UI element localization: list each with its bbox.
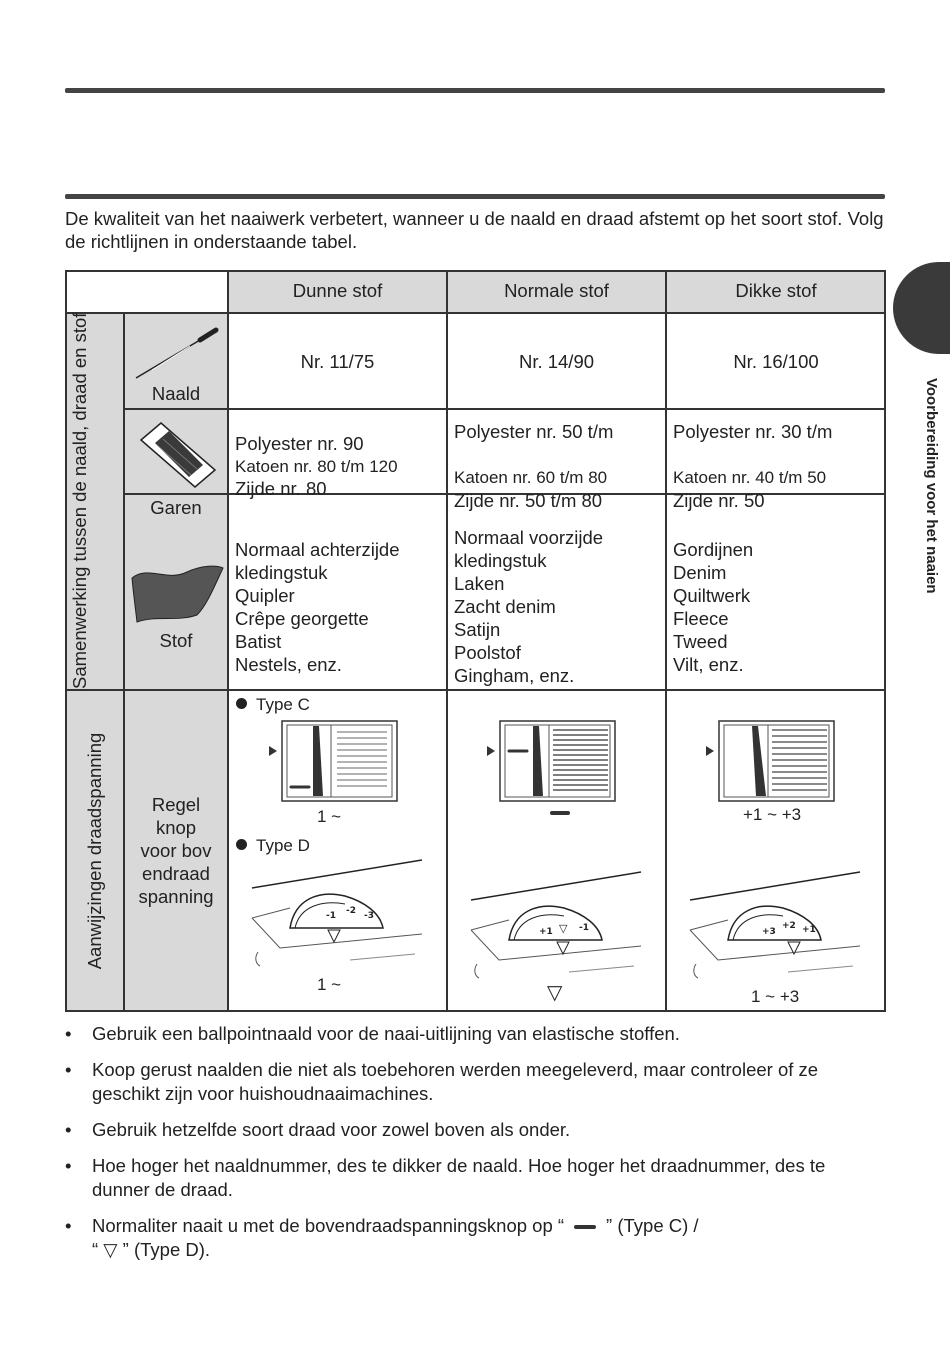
- row-label-garen: Garen: [150, 497, 202, 518]
- dial-mark: ▽: [559, 922, 568, 935]
- tension-mark-icon: [574, 1225, 596, 1229]
- thread-value: Polyester nr. 50 t/m: [454, 421, 614, 442]
- needle-value: Nr. 14/90: [518, 351, 595, 372]
- grid-line: [65, 270, 886, 272]
- tension-window-icon: [702, 718, 837, 804]
- section-rule: [65, 194, 885, 199]
- grid-line: [65, 270, 67, 1012]
- dial-mark: +1: [539, 927, 553, 937]
- needle-value: Nr. 11/75: [300, 351, 375, 372]
- tension-value: +1 ~ +3: [743, 805, 802, 824]
- list-item: • Gebruik hetzelfde soort draad voor zowel boven als onder.: [65, 1119, 571, 1140]
- dial-mark: +1: [802, 925, 816, 935]
- thread-value: Katoen nr. 80 t/m 120: [235, 457, 398, 476]
- side-label: Voorbereiding voor het naaien: [923, 378, 940, 594]
- type-d-bullet-icon: [236, 839, 247, 850]
- tension-window-icon: [483, 718, 618, 804]
- thread-value: Katoen nr. 40 t/m 50: [673, 468, 827, 487]
- grid-line: [65, 1010, 886, 1012]
- dial-mark: +3: [762, 927, 776, 937]
- grid-line: [227, 270, 229, 1012]
- tension-value: 1 ~: [317, 807, 342, 826]
- thread-value: Polyester nr. 30 t/m: [673, 421, 833, 442]
- tension-window-icon: [265, 718, 400, 804]
- tension-value: 1 ~ +3: [751, 987, 800, 1006]
- dial-mark: +2: [782, 921, 796, 931]
- type-c-bullet-icon: [236, 698, 247, 709]
- thread-value: Katoen nr. 60 t/m 80: [454, 468, 608, 487]
- thread-value: Zijde nr. 80: [235, 478, 327, 499]
- top-rule: [65, 88, 885, 93]
- col-header-normale: Normale stof: [504, 280, 609, 301]
- tension-mark-icon: [550, 811, 570, 815]
- row-label-naald: Naald: [151, 383, 201, 404]
- row-label-spanning: Regel knop voor bov endraad spanning: [138, 794, 214, 907]
- grid-line: [665, 270, 667, 1012]
- side-tab: [893, 262, 950, 354]
- fabric-list: Normaal achterzijde kledingstuk Quipler Crêpe georgette Batist Nestels, enz.: [235, 539, 400, 675]
- fabric-list: Gordijnen Denim Quiltwerk Fleece Tweed Vilt, enz.: [673, 539, 754, 675]
- tension-value: ▽: [547, 982, 563, 1004]
- grid-line: [65, 312, 886, 314]
- type-c-label: Type C: [256, 695, 310, 714]
- tension-value: 1 ~: [317, 975, 342, 994]
- tension-dial-icon: [469, 870, 644, 988]
- dial-mark: -2: [346, 906, 356, 916]
- list-item: • Koop gerust naalden die niet als toebehoren werden meegeleverd, maar controleer of ze geschikt zijn voor huishoudnaaimachines.: [65, 1059, 819, 1104]
- needle-icon: [130, 318, 225, 383]
- grid-line: [446, 270, 448, 1012]
- thread-value: Polyester nr. 90: [235, 433, 364, 454]
- grid-line: [65, 689, 886, 691]
- list-item: • Gebruik een ballpointnaald voor de naai-uitlijning van elastische stoffen.: [65, 1023, 680, 1044]
- needle-thread-table: [65, 270, 886, 1012]
- thread-spool-icon: [133, 415, 223, 495]
- needle-value: Nr. 16/100: [733, 351, 819, 372]
- thread-value: Zijde nr. 50 t/m 80: [454, 490, 603, 511]
- dial-mark: -3: [364, 911, 374, 921]
- notes-list: [65, 1022, 885, 1274]
- grid-line: [884, 270, 886, 1012]
- thread-value: Zijde nr. 50: [673, 490, 765, 511]
- grid-line: [123, 408, 886, 410]
- group-label-samenwerking: Samenwerking tussen de naald, draad en stof: [69, 312, 90, 689]
- row-label-stof: Stof: [159, 630, 193, 651]
- dial-mark: -1: [579, 923, 589, 933]
- group-label-draadspanning: Aanwijzingen draadspanning: [84, 732, 105, 970]
- col-header-dunne: Dunne stof: [292, 280, 383, 301]
- tension-dial-icon: [688, 870, 863, 988]
- list-item: • Hoe hoger het naaldnummer, des te dikker de naald. Hoe hoger het draadnummer, des te dunner de draad.: [65, 1155, 826, 1200]
- fabric-icon: [127, 560, 227, 625]
- list-item: • Normaliter naait u met de bovendraadspanningsknop op “ ” (Type C) / “ ▽ ” (Type D).: [65, 1215, 699, 1260]
- intro-text: De kwaliteit van het naaiwerk verbetert, wanneer u de naald en draad afstemt op het soort stof. Volg de richtlijnen in onderstaande tabel.: [65, 208, 884, 252]
- tension-dial-icon: [250, 858, 425, 976]
- type-d-label: Type D: [256, 836, 310, 855]
- col-header-dikke: Dikke stof: [735, 280, 817, 301]
- dial-mark: -1: [326, 911, 336, 921]
- fabric-list: Normaal voorzijde kledingstuk Laken Zacht denim Satijn Poolstof Gingham, enz.: [454, 527, 604, 686]
